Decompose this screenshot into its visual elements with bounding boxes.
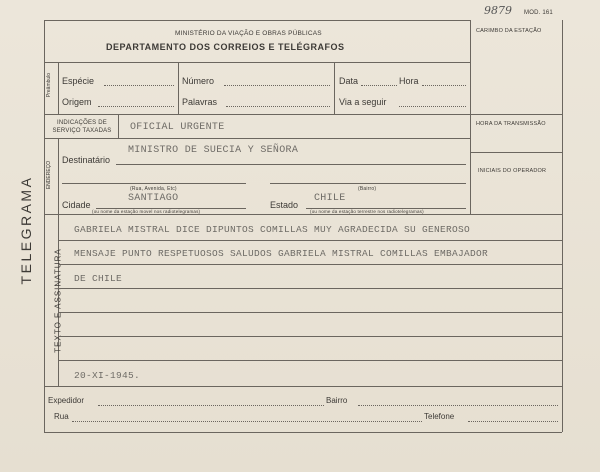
numero-field[interactable] — [224, 85, 330, 86]
telefone-label: Telefone — [424, 412, 455, 421]
bairro-field[interactable] — [358, 405, 558, 406]
cidade-value: SANTIAGO — [128, 193, 179, 204]
message-date: 20-XI-1945. — [74, 370, 141, 381]
indicacoes-value: OFICIAL URGENTE — [130, 122, 225, 133]
expedidor-label: Expedidor — [48, 396, 85, 405]
expedidor-field[interactable] — [98, 405, 324, 406]
message-line-1: GABRIELA MISTRAL DICE DIPUNTOS COMILLAS MUY AGRADECIDA SU GENEROSO — [74, 224, 471, 235]
message-line-2: MENSAJE PUNTO RESPETUOSOS SALUDOS GABRIELA MISTRAL COMILLAS EMBAJADOR — [74, 248, 489, 259]
cidade-note: (ou nome da estação movel nos radiotelegramas) — [92, 209, 201, 214]
destinatario-line[interactable] — [116, 164, 466, 165]
palavras-label: Palavras — [182, 97, 218, 107]
model-number: MOD. 161 — [524, 10, 553, 16]
hora-field[interactable] — [422, 85, 466, 86]
handwritten-number: 9879 — [484, 4, 512, 17]
especie-label: Espécie — [62, 76, 95, 86]
via-field[interactable] — [399, 106, 466, 107]
numero-label: Número — [182, 76, 215, 86]
origem-field[interactable] — [98, 106, 174, 107]
estado-label: Estado — [270, 200, 299, 210]
texto-assinatura-side-label: TEXTO E ASSINATURA — [53, 248, 63, 353]
origem-label: Origem — [62, 97, 92, 107]
via-label: Via a seguir — [339, 97, 387, 107]
rua-line[interactable] — [62, 183, 246, 184]
indicacoes-label: INDICAÇÕES DE SERVIÇO TAXADAS — [52, 120, 112, 134]
bairro-hint: (Bairro) — [358, 186, 377, 192]
hora-label: Hora — [399, 76, 419, 86]
telefone-field[interactable] — [468, 421, 558, 422]
station-stamp-label: CARIMBO DA ESTAÇÃO — [476, 28, 542, 34]
cidade-label: Cidade — [62, 200, 91, 210]
data-label: Data — [339, 76, 359, 86]
telegrama-side-label: TELEGRAMA — [18, 175, 34, 285]
endereco-side-label: ENDEREÇO — [46, 160, 52, 190]
estado-value: CHILE — [314, 193, 346, 204]
bairro-label: Bairro — [326, 396, 348, 405]
estado-note: (ou nome da estação terrestre nos radiotelegramas) — [310, 209, 424, 214]
message-line-3: DE CHILE — [74, 273, 123, 284]
hora-transmissao-label: HORA DA TRANSMISSÃO — [476, 121, 546, 127]
preambulo-side-label: Preâmbulo — [46, 72, 52, 98]
rua-hint: (Rua, Avenida, Etc) — [130, 186, 177, 192]
department-title: DEPARTAMENTO DOS CORREIOS E TELÉGRAFOS — [106, 42, 345, 52]
ministry-title: MINISTÉRIO DA VIAÇÃO E OBRAS PÚBLICAS — [175, 30, 322, 37]
destinatario-label: Destinatário — [62, 155, 111, 165]
data-field[interactable] — [361, 85, 397, 86]
palavras-field[interactable] — [226, 106, 330, 107]
iniciais-operador-label: INICIAIS DO OPERADOR — [478, 168, 547, 174]
especie-field[interactable] — [104, 85, 174, 86]
rua-label: Rua — [54, 412, 69, 421]
rua-field[interactable] — [72, 421, 422, 422]
destinatario-value: MINISTRO DE SUECIA Y SEÑORA — [128, 145, 299, 156]
bairro-line[interactable] — [270, 183, 466, 184]
